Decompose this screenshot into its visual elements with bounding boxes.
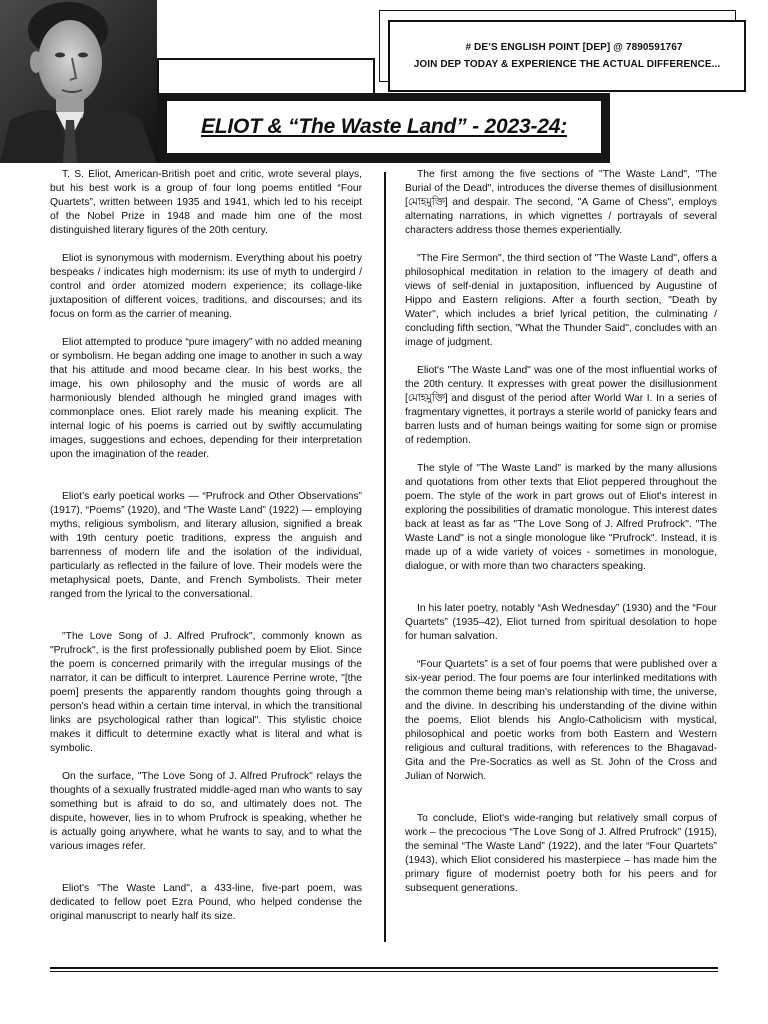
- header-box: [388, 20, 746, 92]
- footer-rule: [50, 967, 718, 969]
- column-divider: [384, 172, 386, 942]
- paragraph: The style of "The Waste Land" is marked by the many allusions and quotations from other texts that Eliot peppered throughout the poem. The style of the work in part grows out of Eliot's interest in exploring the possibilities of dramatic monologue. This interest dates back at least as far as "The Love Song of J. Alfred Prufrock". "The Waste Land" is not a single monologue like "Prufrock". Instead, it is made up of a wide variety of voices - sometimes in monologue, dialogue, or with more than two characters speaking.: [405, 463, 717, 572]
- decorative-frame: [157, 58, 375, 94]
- paragraph: The first among the five sections of "The Waste Land", "The Burial of the Dead", introduces the diverse themes of disillusionment [মোহমুক্তি] and despair. The second, "A Game of Chess", employs alternating narrations, in which vignettes / portrayals of several characters address those themes experientially.: [405, 169, 717, 236]
- header-contact-line: # DE’S ENGLISH POINT [DEP] @ 7890591767: [465, 42, 683, 53]
- left-column: [50, 168, 362, 924]
- paragraph: Eliot’s early poetical works — “Prufrock and Other Observations” (1917), “Poems” (1920), and “The Waste Land” (1922) — employing myths, religious symbolism, and literary allusion, signified a break with 19th century poetic traditions, express the anguish and barrenness of modern life and the isolation of the individual, particularly as reflected in the failure of love. Their models were the metaphysical poets, Dante, and French Symbolists. Their meter ranged from the lyrical to the conversational.: [50, 491, 362, 600]
- footer-rule: [50, 971, 718, 972]
- paragraph: T. S. Eliot, American-British poet and critic, wrote several plays, but his best work is a group of four long poems entitled “Four Quartets”, written between 1935 and 1941, which led to his receipt of the Nobel Prize in 1948 and made him one of the most distinguished literary figures of the 20th century.: [50, 169, 362, 236]
- paragraph: In his later poetry, notably “Ash Wednesday” (1930) and the “Four Quartets” (1935–42), Eliot turned from spiritual desolation to hope for human salvation.: [405, 603, 717, 642]
- title-box: [167, 101, 601, 153]
- right-column: [405, 168, 717, 896]
- page-title: ELIOT & “The Waste Land” - 2023-24:: [200, 115, 568, 138]
- paragraph: Eliot's "The Waste Land", a 433-line, five-part poem, was dedicated to fellow poet Ezra Pound, who helped condense the original manuscript to nearly half its size.: [50, 883, 362, 922]
- paragraph: "The Fire Sermon", the third section of "The Waste Land", offers a philosophical meditation in relation to the imagery of death and views of self-denial in juxtaposition, influenced by Augustine of Hippo and Eastern religions. After a fourth section, "Death by Water", which includes a brief lyrical petition, the culminating / concluding fifth section, "What the Thunder Said", concludes with an image of judgment.: [405, 253, 717, 348]
- header-tagline: JOIN DEP TODAY & EXPERIENCE THE ACTUAL DIFFERENCE...: [413, 59, 721, 70]
- paragraph: On the surface, "The Love Song of J. Alfred Prufrock" relays the thoughts of a sexually frustrated middle-aged man who wants to say something but is afraid to do so, and ultimately does not. The dispute, however, lies in to whom Prufrock is speaking, whether he is actually going anywhere, what he wants to say, and to what the various images refer.: [50, 771, 362, 852]
- paragraph: "The Love Song of J. Alfred Prufrock", commonly known as "Prufrock", is the first professionally published poem by Eliot. Since the poem is concerned primarily with the irregular musings of the narrator, it can be difficult to interpret. Laurence Perrine wrote, "[the poem] presents the apparently random thoughts going through a person's head within a certain time interval, in which the transitional links are psychological rather than logical". This stylistic choice makes it difficult to determine exactly what is literal and what is symbolic.: [50, 631, 362, 754]
- author-portrait: [0, 0, 157, 163]
- paragraph: Eliot is synonymous with modernism. Everything about his poetry bespeaks / indicates high modernism: its use of myth to undergird / control and order atomized modern experience; its collage-like juxtaposition of different voices, traditions, and discourses; and its focus on form as the carrier of meaning.: [50, 253, 362, 320]
- paragraph: Eliot attempted to produce “pure imagery” with no added meaning or symbolism. He began adding one image to another in such a way that his attitude and mood became clear. In his best works, the image, his own philosophy and the music of words are all harmoniously blended although he mingled grand images with commonplace ones. Eliot rarely made his meaning explicit. The internal logic of his poems is carried out by swiftly accumulating images, suggestions and echoes, depending for their interpretation upon the imagination of the reader.: [50, 337, 362, 460]
- paragraph: “Four Quartets” is a set of four poems that were published over a six-year period. The four poems are four interlinked meditations with the common theme being man's relationship with time, the universe, and the divine. In describing his understanding of the divine within the poems, Eliot blends his Anglo-Catholicism with mystical, philosophical and poetic works from both Eastern and Western religious and cultural traditions, with references to the Bhagavad-Gita and the Pre-Socratics as well as St. John of the Cross and Julian of Norwich.: [405, 659, 717, 782]
- paragraph: Eliot's "The Waste Land" was one of the most influential works of the 20th century. It expresses with great power the disillusionment [মোহমুক্তি] and disgust of the period after World War I. In a series of fragmentary vignettes, it portrays a sterile world of panicky fears and barren lusts and of human beings waiting for some sign or promise of redemption.: [405, 365, 717, 446]
- paragraph: To conclude, Eliot's wide-ranging but relatively small corpus of work – the precocious “The Love Song of J. Alfred Prufrock” (1915), the seminal “The Waste Land” (1922), and the later “Four Quartets” (1943), which Eliot considered his masterpiece – has made him the primary figure of modernist poetry both for his peers and for subsequent generations.: [405, 813, 717, 894]
